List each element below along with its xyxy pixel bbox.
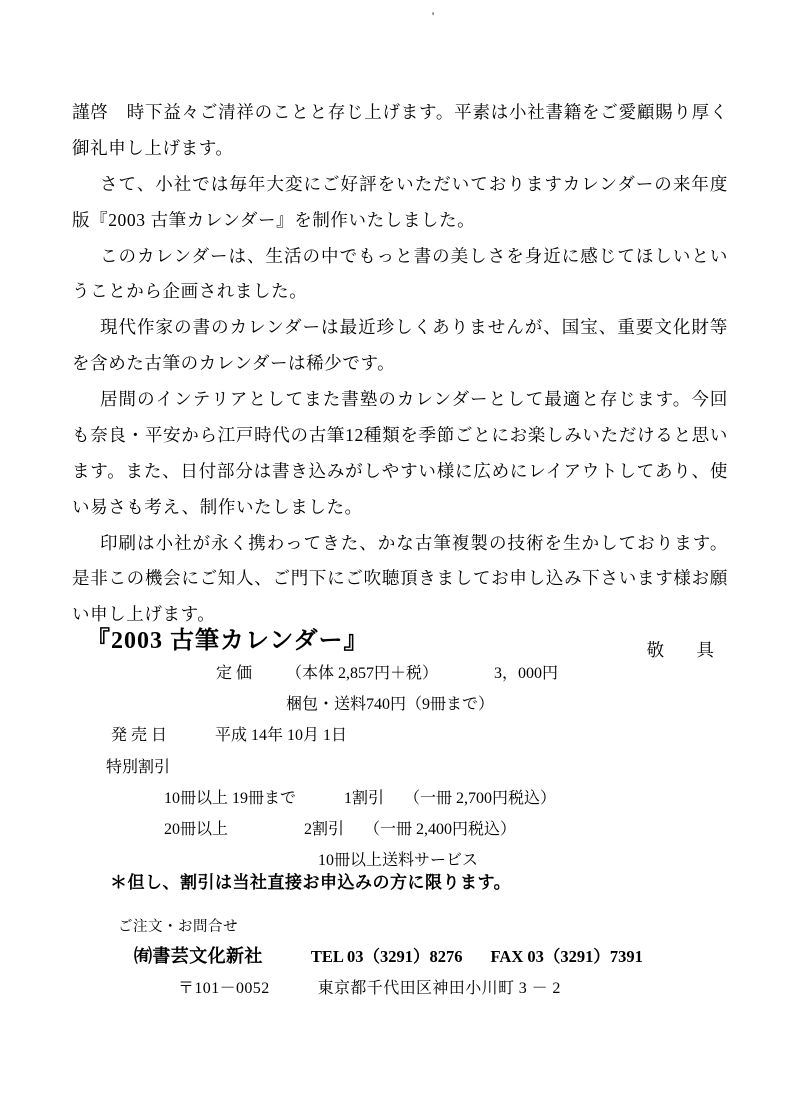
discount-qty-2: 20冊以上 [164,820,229,838]
price-value: 3，000円 [494,665,559,682]
company-contact-line [134,942,643,968]
telephone-number: TEL 03（3291）8276 [310,947,463,966]
discount-heading: 特別割引 [106,758,171,776]
letter-paragraph-3: このカレンダーは、生活の中でもっと書の美しさを身近に感じてほしいということから企画されました。 [72,245,728,302]
release-row [86,720,686,751]
top-mark: ' [432,9,435,23]
letter-paragraph-4: 現代作家の書のカレンダーは最近珍しくありませんが、国宝、重要文化財等を含めた古筆のカレンダーは稀少です。 [72,317,728,374]
postal-code: 〒101－0052 [178,980,270,997]
letter-paragraph-5: 居間のインテリアとしてまた書塾のカレンダーとして最適と存じます。今回も奈良・平安から江戸時代の古筆12種類を季節ごとにお楽しみいただけると思います。また、日付部分は書き込みがしやすい様に広めにレイアウトしてあり、使い易さも考え、制作いたしました。 [72,389,728,517]
street-address: 東京都千代田区神田小川町 3 － 2 [317,980,561,997]
letter-paragraph-6: 印刷は小社が永く携わってきた、かな古筆複製の技術を生かしております。是非この機会にご知人、ご門下にご吹聴頂きましてお申し込み下さいます様お願い申し上げます。 [72,532,728,625]
address-line [178,975,561,998]
discount-unit-1: （一冊 2,700円税込） [404,789,557,807]
discount-rate-1: 1割引 [344,789,385,807]
discount-row-2 [86,814,686,845]
discount-note: ＊但し、割引は当社直接お申込みの方に限ります。 [110,873,512,892]
free-shipping-row: 10冊以上送料サービス [318,852,479,870]
price-detail: （本体 2,857円＋税） [286,665,439,682]
company-name: ㈲書芸文化新社 [134,946,263,966]
price-label: 定 価 [216,665,253,682]
letter-paragraph-1: 謹啓 時下益々ご清祥のことと存じ上げます。平素は小社書籍をご愛顧賜り厚く御礼申し上げます。 [72,102,728,158]
fax-number: FAX 03（3291）7391 [490,947,643,966]
discount-unit-2: （一冊 2,400円税込） [364,820,517,838]
discount-row-1 [86,783,686,814]
shipping-row: 梱包・送料740円（9冊まで） [286,696,495,714]
price-block [86,658,686,876]
discount-rate-2: 2割引 [304,820,345,838]
letter-body [72,95,728,669]
letter-closing: 敬 具 [646,640,728,661]
letter-paragraph-2: さて、小社では毎年大変にご好評をいただいておりますカレンダーの来年度版『2003 古筆カレンダー』を制作いたしました。 [72,173,728,230]
release-date: 平成 14年 10月 1日 [215,727,348,745]
release-label: 発 売 日 [111,727,168,745]
contact-label: ご注文・お問合せ [118,919,238,935]
price-row [86,658,686,689]
discount-qty-1: 10冊以上 19冊まで [164,789,297,807]
product-title: 『2003 古筆カレンダー』 [86,628,369,654]
